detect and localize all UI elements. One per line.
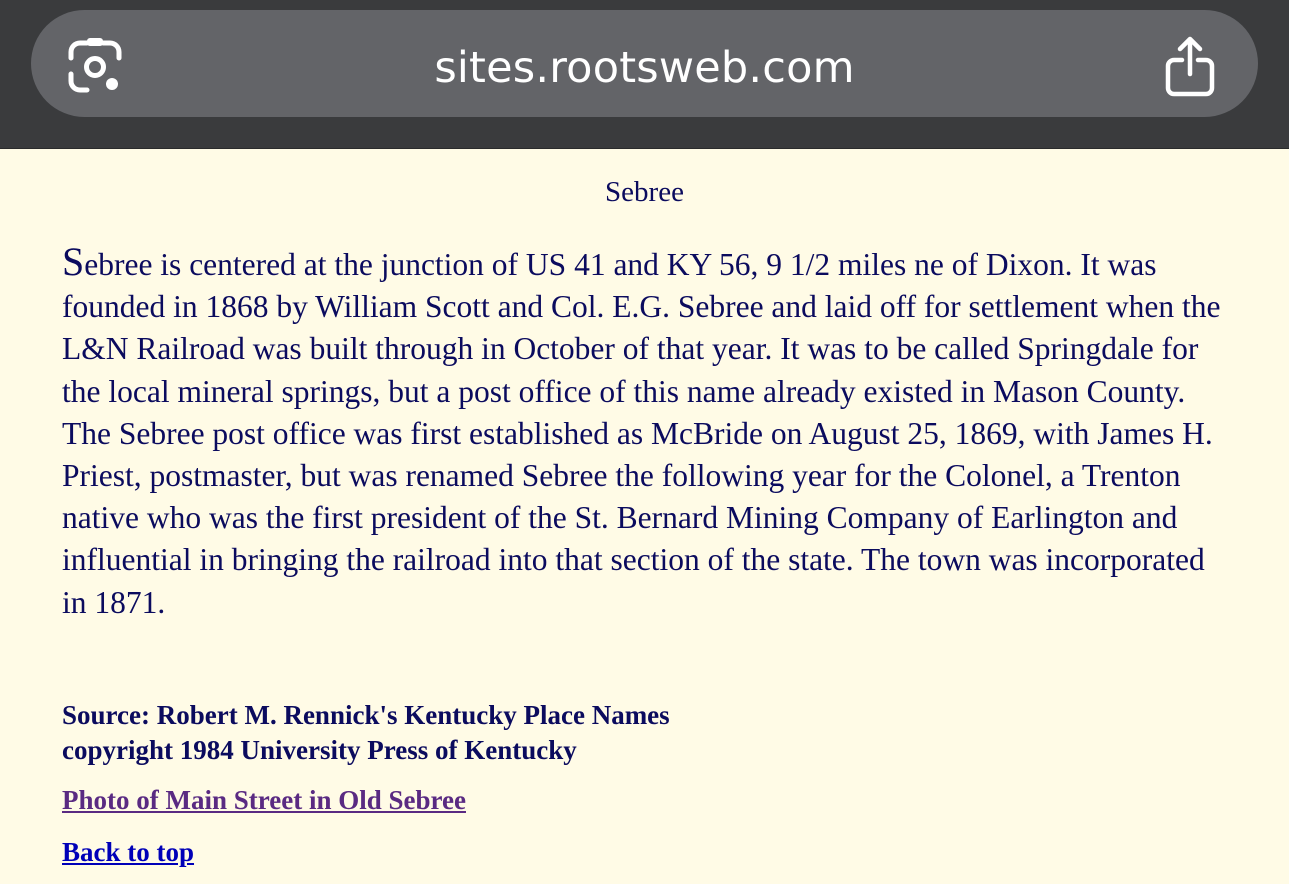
history-paragraph — [62, 241, 1232, 624]
copyright-line: copyright 1984 University Press of Kentucky — [62, 735, 577, 765]
share-icon[interactable] — [1162, 36, 1218, 98]
drop-cap: S — [62, 239, 85, 284]
back-to-top-link[interactable]: Back to top — [62, 837, 195, 867]
address-bar[interactable] — [31, 10, 1258, 117]
page-title: Sebree — [605, 176, 684, 208]
source-line: Source: Robert M. Rennick's Kentucky Place Names — [62, 700, 670, 730]
photo-main-street-link[interactable]: Photo of Main Street in Old Sebree — [62, 785, 466, 815]
browser-toolbar — [0, 0, 1289, 149]
web-page — [0, 149, 1289, 884]
url-text[interactable]: sites.rootsweb.com — [434, 43, 855, 93]
source-citation — [62, 698, 670, 768]
paragraph-text: ebree is centered at the junction of US 41 and KY 56, 9 1/2 miles ne of Dixon. It was founded in 1868 by William Scott and Col. E.G. Sebree and laid off for settlement when the L&N Railroad was built through in October of that year. It was to be called Springdale for the local mineral springs, but a post office of this name already existed in Mason County. The Sebree post office was first established as McBride on August 25, 1869, with James H. Priest, postmaster, but was renamed Sebree the following year for the Colonel, a Trenton native who was the first president of the St. Bernard Mining Company of Earlington and influential in bringing the railroad into that section of the state. The town was incorporated in 1871. — [62, 247, 1221, 620]
